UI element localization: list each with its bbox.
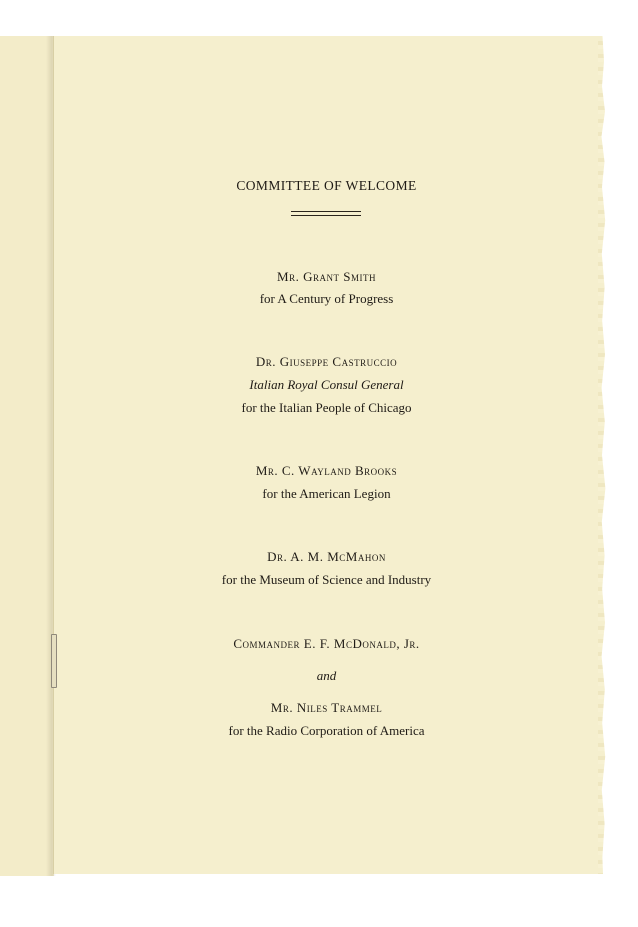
- member-affiliation: for A Century of Progress: [259, 291, 394, 306]
- conjunction: and: [316, 668, 337, 683]
- page-content: [53, 36, 600, 874]
- member-name: Dr. Giuseppe Castruccio: [255, 354, 398, 369]
- member-affiliation: for the Museum of Science and Industry: [221, 572, 432, 587]
- page-title: COMMITTEE OF WELCOME: [236, 178, 417, 193]
- title-rule-bottom: [291, 215, 361, 216]
- member-name: Commander E. F. McDonald, Jr.: [233, 636, 420, 651]
- member-affiliation: for the American Legion: [262, 486, 391, 501]
- member-name: Mr. C. Wayland Brooks: [255, 463, 398, 478]
- title-rule-top: [291, 211, 361, 212]
- member-role: Italian Royal Consul General: [249, 377, 404, 392]
- member-name: Dr. A. M. McMahon: [267, 549, 386, 564]
- member-affiliation: for the Italian People of Chicago: [241, 400, 412, 415]
- member-name: Mr. Grant Smith: [277, 269, 376, 284]
- member-name: Mr. Niles Trammel: [270, 700, 383, 715]
- member-affiliation: for the Radio Corporation of America: [228, 723, 425, 738]
